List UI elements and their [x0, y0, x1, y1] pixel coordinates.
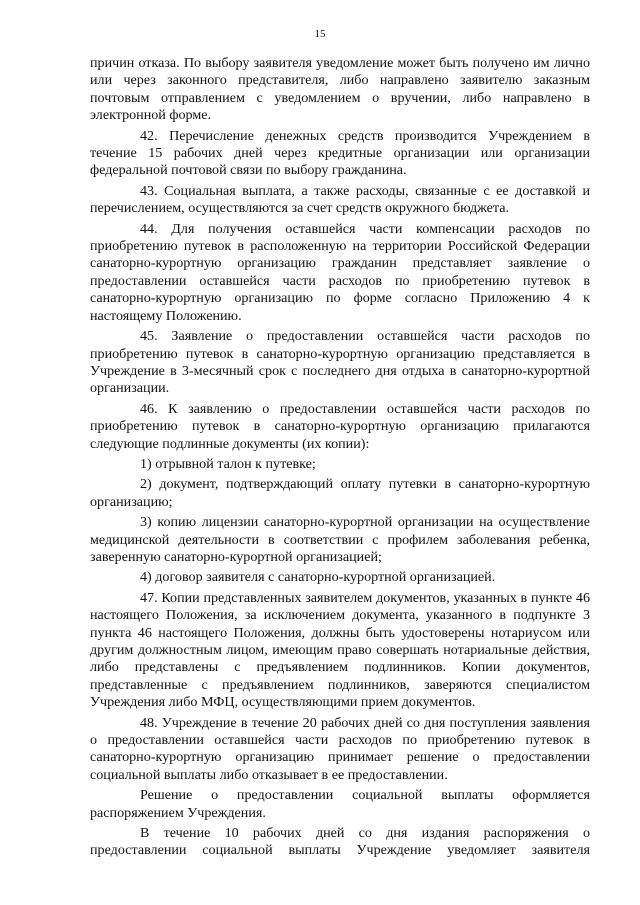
paragraph: 45. Заявление о предоставлении оставшейся части расходов по приобретению путевок в санаторно-курортную организацию представляется в Учреждение в 3-месячный срок с последнего дня отдыха в санаторно-курортной организации.: [90, 328, 590, 397]
paragraph: 4) договор заявителя с санаторно-курортной организацией.: [140, 569, 496, 586]
document-body: [90, 55, 590, 860]
paragraph: 2) документ, подтверждающий оплату путевки в санаторно-курортную организацию;: [90, 476, 590, 510]
paragraph: 44. Для получения оставшейся части компенсации расходов по приобретению путевок в расположенную на территории Российской Федерации санаторно-курортную организацию гражданин представляет заявление о предоставлении оставшейся части расходов по приобретению путевок в санаторно-курортную организацию по форме согласно Приложению 4 к настоящему Положению.: [90, 220, 590, 324]
paragraph: 48. Учреждение в течение 20 рабочих дней со дня поступления заявления о предоставлении оставшейся части расходов по приобретению путевок в санаторно-курортную организацию принимает решение о предоставлении социальной выплаты либо отказывает в ее предоставлении.: [90, 714, 590, 783]
paragraph: 3) копию лицензии санаторно-курортной организации на осуществление медицинской деятельности в соответствии с профилем заболевания ребенка, заверенную санаторно-курортной организацией;: [90, 514, 590, 565]
paragraph: 1) отрывной талон к путевке;: [140, 455, 316, 472]
paragraph: 46. К заявлению о предоставлении оставшейся части расходов по приобретению путевок в санаторно-курортную организацию прилагаются следующие подлинные документы (их копии):: [90, 400, 590, 452]
page-number: 15: [314, 28, 326, 40]
paragraph: 42. Перечисление денежных средств производится Учреждением в течение 15 рабочих дней через кредитные организации или организации федеральной почтовой связи по выбору гражданина.: [90, 127, 590, 179]
paragraph: 47. Копии представленных заявителем документов, указанных в пункте 46 настоящего Положения, за исключением документа, указанного в подпункте 3 пункта 46 настоящего Положения, должны быть удостоверены нотариусом или другим должностным лицом, имеющим право совершать нотариальные действия, либо представлены с предъявлением подлинников. Копии документов, представленные с предъявлением подлинников, заверяются специалистом Учреждения либо МФЦ, осуществляющими прием документов.: [90, 589, 590, 711]
paragraph: причин отказа. По выбору заявителя уведомление может быть получено им лично или через законного представителя, либо направлено заявителю заказным почтовым отправлением с уведомлением о вручении, либо направлено в электронной форме.: [90, 55, 590, 124]
paragraph: Решение о предоставлении социальной выплаты оформляется распоряжением Учреждения.: [90, 787, 590, 821]
paragraph: 43. Социальная выплата, а также расходы, связанные с ее доставкой и перечислением, осуществляются за счет средств окружного бюджета.: [90, 182, 590, 217]
paragraph: В течение 10 рабочих дней со дня издания распоряжения о предоставлении социальной выплаты Учреждение уведомляет заявителя: [90, 825, 590, 859]
